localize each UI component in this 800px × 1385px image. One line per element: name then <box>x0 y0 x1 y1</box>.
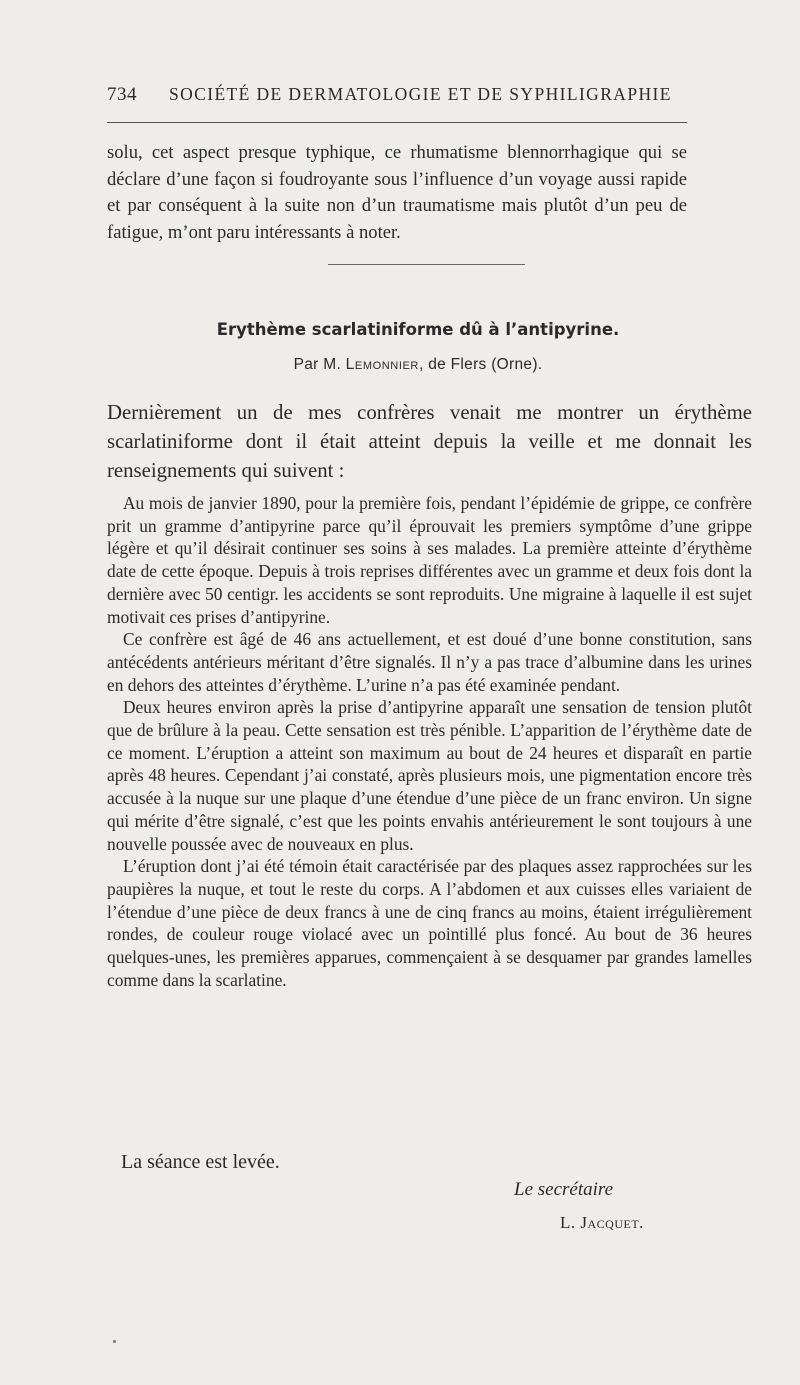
byline-prefix: Par M. <box>293 356 346 373</box>
secretary-name: L. Jacquet. <box>560 1213 644 1232</box>
page-number: 734 <box>107 84 137 105</box>
section-divider <box>328 264 525 265</box>
body-paragraph: Deux heures environ après la prise d’antipyrine apparaît une sensation de tension plutôt que de brûlure à la peau. Cette sensation est très pénible. L’apparition de l’érythème date de ce moment. L’éruption a atteint son maximum au bout de 24 heures et disparaît en partie après 48 heures. Cependant j’ai constaté, après plusieurs mois, une pigmentation encore très accusée à la nuque sur une plaque d’une étendue d’une pièce de un franc environ. Un signe qui mérite d’être signalé, c’est que les points envahis antérieurement le sont toujours à une nouvelle poussée avec de nouveaux en plus. <box>107 697 752 854</box>
running-title: SOCIÉTÉ DE DERMATOLOGIE ET DE SYPHILIGRAPHIE <box>169 84 672 104</box>
article-byline <box>107 356 729 374</box>
continued-paragraph: solu, cet aspect presque typhique, ce rhumatisme blennorrhagique qui se déclare d’une façon si foudroyante sous l’influence d’un voyage aussi rapide et par conséquent à la suite non d’un traumatisme mais plutôt d’un peu de fatigue, m’ont paru intéressants à noter. <box>107 142 687 243</box>
author-name: Lemonnier <box>345 356 419 373</box>
article-title: Erythème scarlatiniforme dû à l’antipyrine. <box>216 320 620 339</box>
running-header <box>107 84 687 106</box>
intro-paragraph: Dernièrement un de mes confrères venait me montrer un érythème scarlatiniforme dont il était atteint depuis la veille et me donnait les renseignements qui suivent : <box>107 401 752 482</box>
header-rule <box>107 122 687 123</box>
secretary-title: Le secrétaire <box>514 1179 614 1200</box>
body-paragraph: Au mois de janvier 1890, pour la première fois, pendant l’épidémie de grippe, ce confrère prit un gramme d’antipyrine parce qu’il éprouvait les premiers symptôme d’une grippe légère et qu’il désirait continuer ses soins à ses malades. La première atteinte d’érythème date de cette époque. Depuis à trois reprises différentes avec un gramme et deux fois dont la dernière avec 50 centigr. les accidents se sont reproduits. Une migraine à laquelle il est sujet motivait ces prises d’antipyrine. <box>107 493 752 627</box>
paper-speck <box>113 1340 116 1343</box>
article-body <box>107 492 752 991</box>
byline-suffix: , de Flers (Orne). <box>418 356 543 373</box>
body-paragraph: L’éruption dont j’ai été témoin était caractérisée par des plaques assez rapprochées sur les paupières la nuque, et tout le reste du corps. A l’abdomen et aux cuisses elles variaient de l’étendue d’une pièce de deux francs à une de cinq francs au moins, étaient irrégulièrement rondes, de couleur rouge violacé avec un pointillé plus foncé. Au bout de 36 heures quelques-unes, les premières apparues, commençaient à se desquamer par grandes lamelles comme dans la scarlatine. <box>107 856 752 990</box>
session-closing: La séance est levée. <box>121 1151 280 1173</box>
body-paragraph: Ce confrère est âgé de 46 ans actuellement, et est doué d’une bonne constitution, sans antécédents antérieurs méritant d’être signalés. Il n’y a pas trace d’albumine dans les urines en dehors des atteintes d’érythème. L’urine n’a pas été examinée pendant. <box>107 629 752 695</box>
